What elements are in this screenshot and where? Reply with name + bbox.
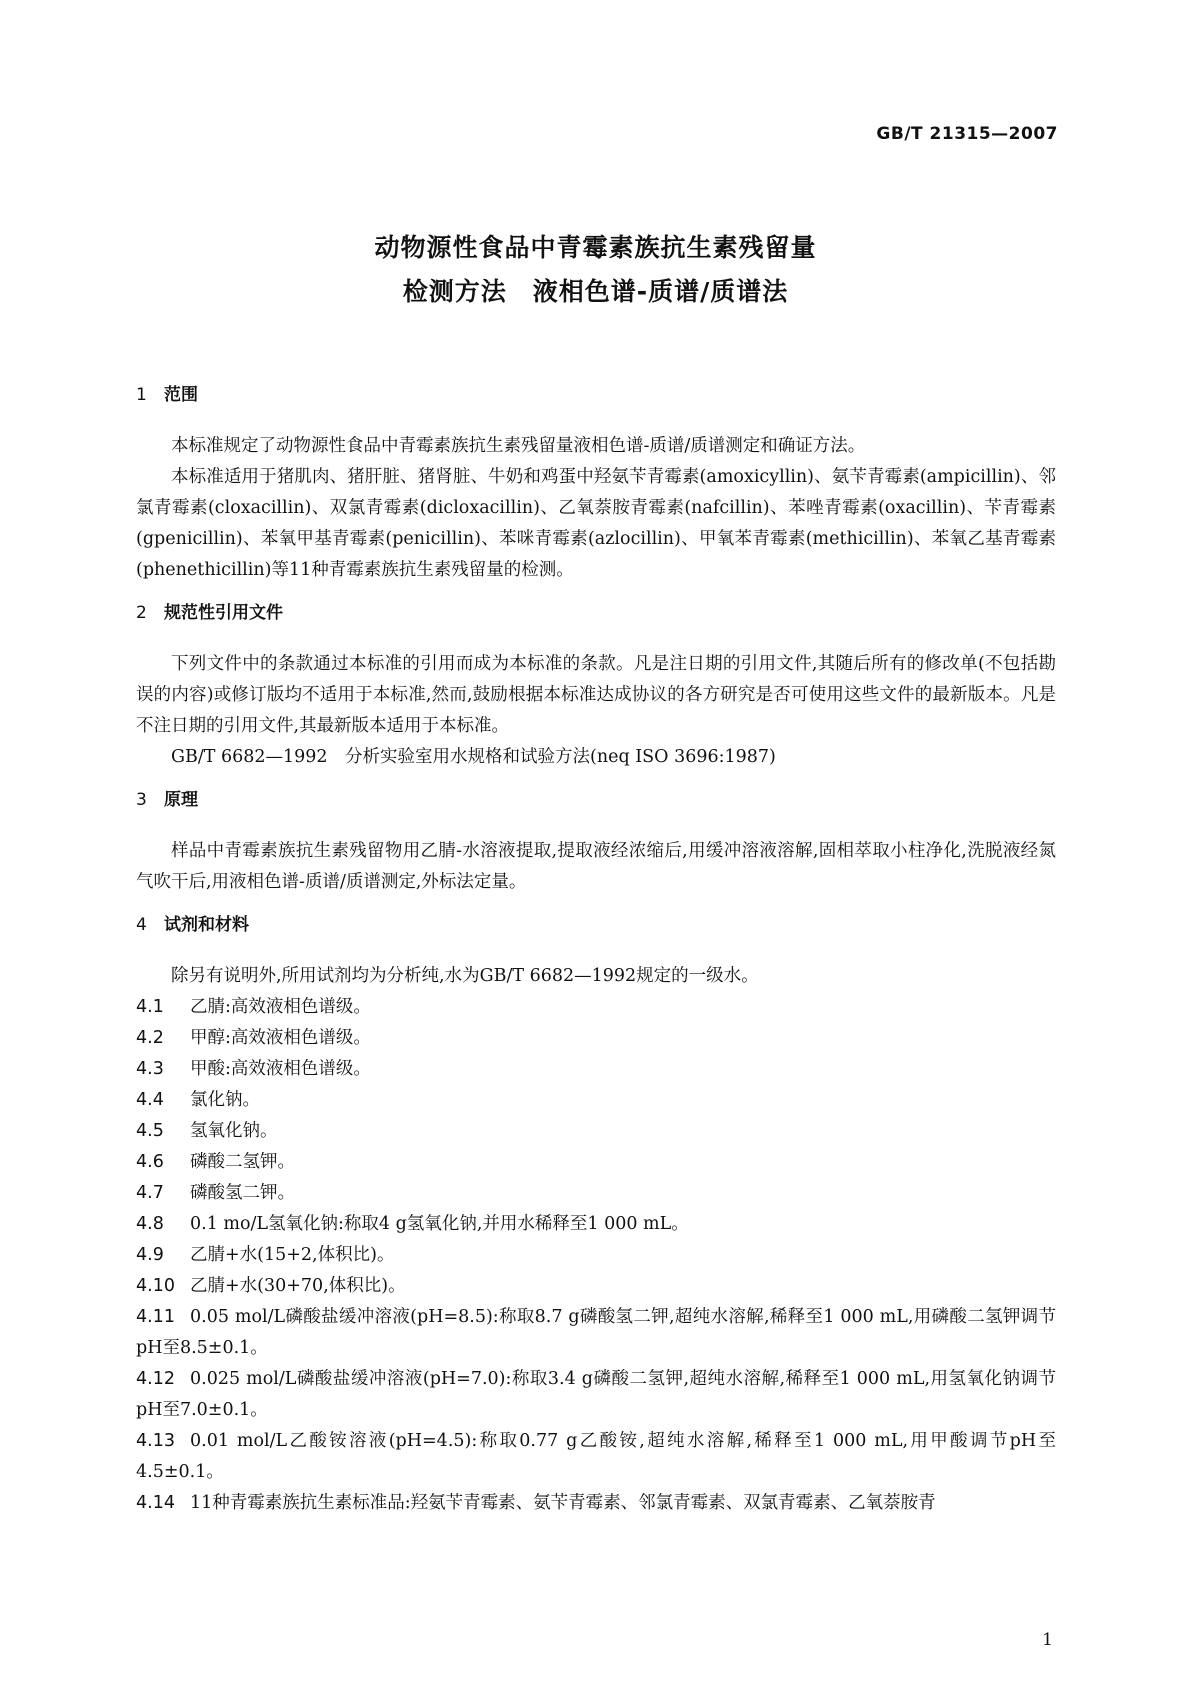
document-title <box>0 226 1191 314</box>
section-heading-normative-references: 2 规范性引用文件 <box>136 603 283 623</box>
scope-paragraph-2: 本标准适用于猪肌肉、猪肝脏、猪肾脏、牛奶和鸡蛋中羟氨苄青霉素(amoxicyllin)、氨苄青霉素(ampicillin)、邻氯青霉素(cloxacillin)、双氯青霉素(dicloxacillin)、乙氧萘胺青霉素(nafcillin)、苯唑青霉素(oxacillin)、苄青霉素(gpenicillin)、苯氧甲基青霉素(penicillin)、苯咪青霉素(azlocillin)、甲氧苯青霉素(methicillin)、苯氧乙基青霉素(phenethicillin)等11种青霉素族抗生素残留量的检测。 <box>136 467 1056 580</box>
title-line-2: 检测方法 液相色谱-质谱/质谱法 <box>402 277 789 306</box>
reagent-item: 4.2 甲醇:高效液相色谱级。 <box>136 1028 371 1048</box>
reagent-item: 4.3 甲酸:高效液相色谱级。 <box>136 1059 371 1079</box>
references-paragraph: 下列文件中的条款通过本标准的引用而成为本标准的条款。凡是注日期的引用文件,其随后所有的修改单(不包括勘误的内容)或修订版均不适用于本标准,然而,鼓励根据本标准达成协议的各方研究是否可使用这些文件的最新版本。凡是不注日期的引用文件,其最新版本适用于本标准。 <box>136 654 1056 736</box>
reagent-item: 4.9 乙腈+水(15+2,体积比)。 <box>136 1245 395 1265</box>
reagent-item: 4.7 磷酸氢二钾。 <box>136 1183 295 1203</box>
reference-gbt6682: GB/T 6682—1992 分析实验室用水规格和试验方法(neq ISO 3696:1987) <box>171 747 776 767</box>
reagent-item: 4.5 氢氧化钠。 <box>136 1121 278 1141</box>
reagent-item: 4.1 乙腈:高效液相色谱级。 <box>136 997 371 1017</box>
page-number: 1 <box>1042 1630 1053 1650</box>
reagent-item: 4.12 0.025 mol/L磷酸盐缓冲溶液(pH=7.0):称取3.4 g磷酸二氢钾,超纯水溶解,稀释至1 000 mL,用氢氧化钠调节pH至7.0±0.1。 <box>136 1369 1056 1420</box>
document-body <box>136 380 1056 1519</box>
principle-paragraph: 样品中青霉素族抗生素残留物用乙腈-水溶液提取,提取液经浓缩后,用缓冲溶液溶解,固相萃取小柱净化,洗脱液经氮气吹干后,用液相色谱-质谱/质谱测定,外标法定量。 <box>136 841 1056 892</box>
reagents-intro: 除另有说明外,所用试剂均为分析纯,水为GB/T 6682—1992规定的一级水。 <box>171 966 759 986</box>
reagent-item: 4.13 0.01 mol/L乙酸铵溶液(pH=4.5):称取0.77 g乙酸铵,超纯水溶解,稀释至1 000 mL,用甲酸调节pH至4.5±0.1。 <box>136 1431 1056 1482</box>
reagent-item: 4.6 磷酸二氢钾。 <box>136 1152 295 1172</box>
reagent-item: 4.14 11种青霉素族抗生素标准品:羟氨苄青霉素、氨苄青霉素、邻氯青霉素、双氯青霉素、乙氧萘胺青 <box>136 1493 936 1513</box>
reagent-item: 4.4 氯化钠。 <box>136 1090 260 1110</box>
section-heading-scope: 1 范围 <box>136 385 198 405</box>
standard-code: GB/T 21315—2007 <box>876 124 1058 144</box>
reagent-list <box>136 992 1056 1519</box>
reagent-item: 4.8 0.1 mo/L氢氧化钠:称取4 g氢氧化钠,并用水稀释至1 000 mL。 <box>136 1214 689 1234</box>
reagent-item: 4.11 0.05 mol/L磷酸盐缓冲溶液(pH=8.5):称取8.7 g磷酸氢二钾,超纯水溶解,稀释至1 000 mL,用磷酸二氢钾调节pH至8.5±0.1。 <box>136 1307 1056 1358</box>
section-heading-principle: 3 原理 <box>136 790 198 810</box>
section-heading-reagents: 4 试剂和材料 <box>136 915 249 935</box>
scope-paragraph-1: 本标准规定了动物源性食品中青霉素族抗生素残留量液相色谱-质谱/质谱测定和确证方法。 <box>171 436 866 456</box>
reagent-item: 4.10 乙腈+水(30+70,体积比)。 <box>136 1276 406 1296</box>
title-line-1: 动物源性食品中青霉素族抗生素残留量 <box>374 233 817 262</box>
